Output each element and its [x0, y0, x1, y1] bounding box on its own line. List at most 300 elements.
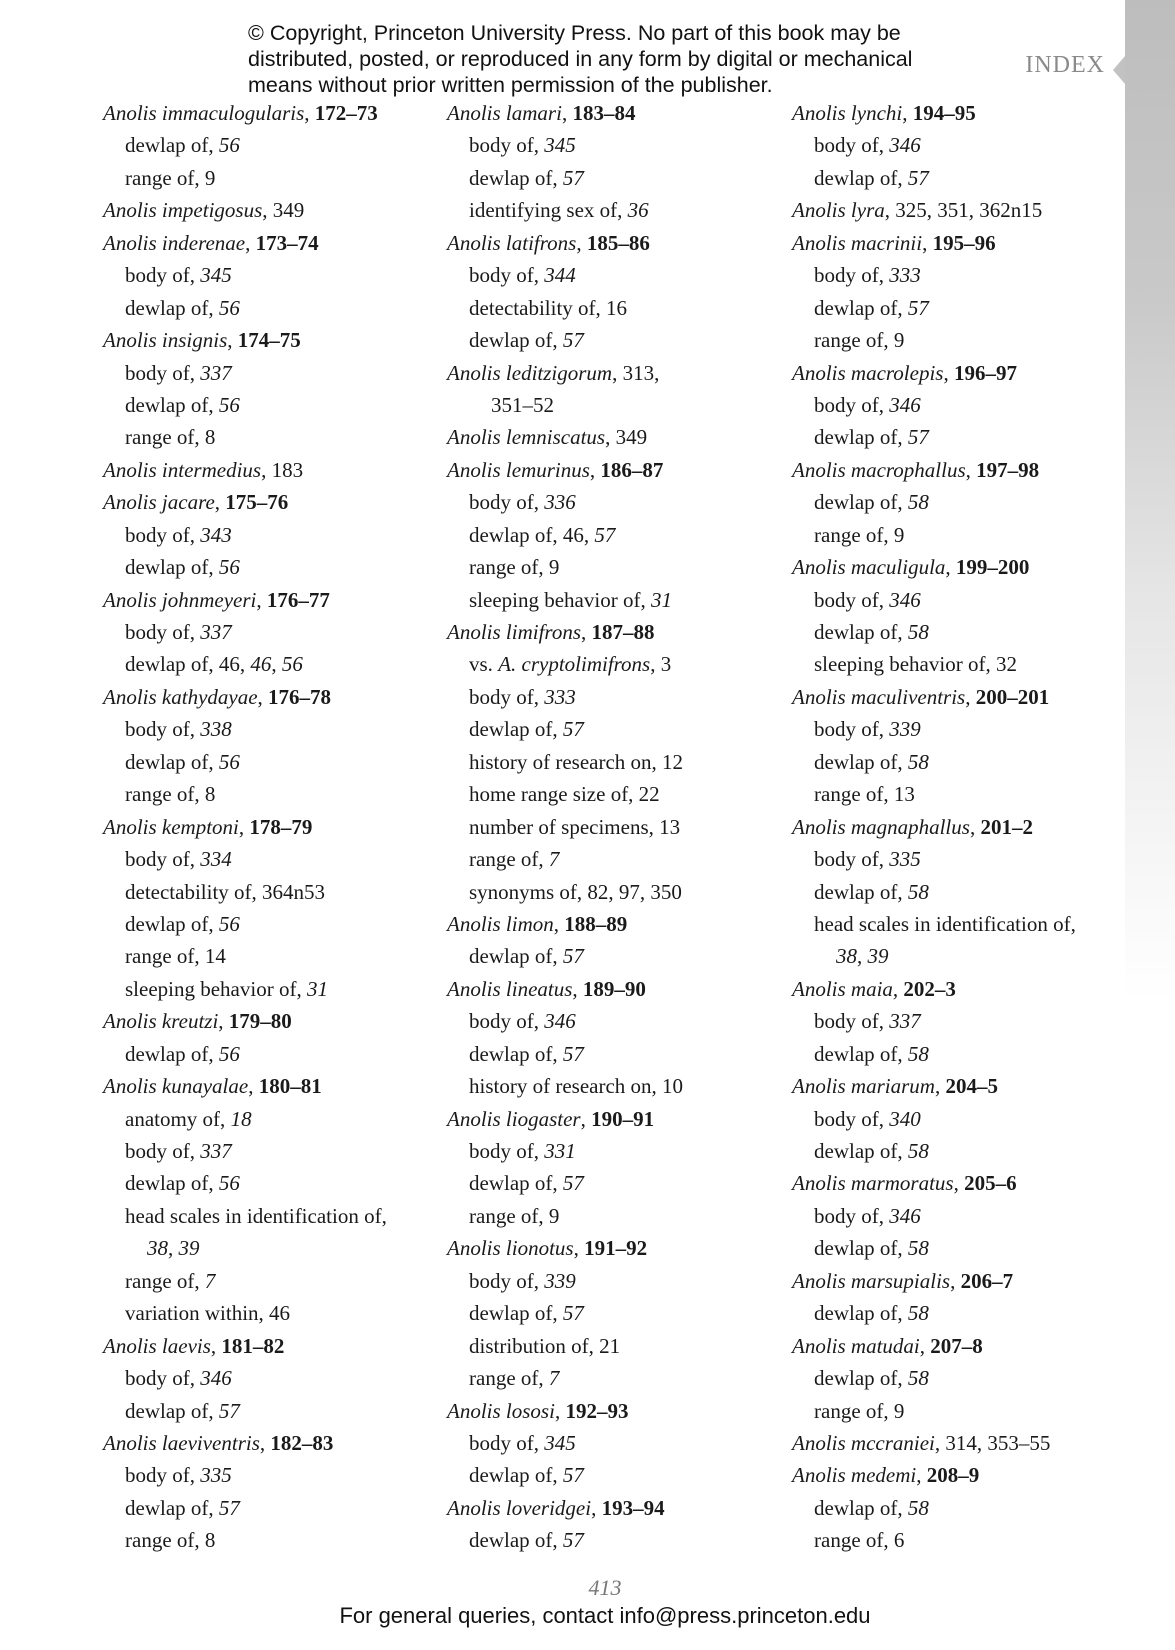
index-subentry: [447, 324, 787, 356]
text: dewlap of,: [125, 1041, 219, 1066]
index-subentry: [792, 584, 1132, 616]
italic-text: Anolis immaculogularis: [103, 101, 305, 125]
text: ,: [304, 101, 315, 125]
page-range: 199–200: [955, 555, 1030, 580]
index-entry: [792, 1330, 1132, 1362]
text: body of,: [814, 133, 890, 158]
italic-text: 346: [889, 392, 921, 417]
text: body of,: [469, 1009, 545, 1034]
italic-text: Anolis macrinii: [792, 230, 923, 255]
italic-text: Anolis marsupialis: [792, 1268, 951, 1293]
index-entry: [103, 194, 443, 226]
italic-text: 57: [218, 1495, 240, 1520]
italic-text: Anolis marmoratus: [792, 1171, 954, 1196]
italic-text: 57: [562, 944, 584, 969]
text: ,: [238, 814, 250, 839]
text: body of,: [125, 717, 201, 742]
italic-text: Anolis medemi: [792, 1463, 917, 1488]
italic-text: 57: [562, 1301, 584, 1326]
index-subentry: [103, 1395, 443, 1427]
text: ,: [857, 944, 868, 969]
index-subentry: [447, 713, 787, 745]
text: body of,: [125, 620, 201, 644]
text: dewlap of,: [125, 1495, 219, 1520]
text: dewlap of,: [125, 295, 219, 320]
index-entry: [103, 1330, 443, 1362]
text: body of,: [814, 1203, 890, 1228]
text: distribution of, 21: [469, 1333, 621, 1358]
italic-text: 345: [544, 1430, 576, 1455]
italic-text: 46: [250, 652, 272, 677]
index-entry: [792, 973, 1132, 1005]
index-subentry: [447, 1330, 787, 1362]
italic-text: 57: [562, 1463, 584, 1488]
italic-text: 338: [200, 717, 232, 742]
page-range: 172–73: [314, 101, 378, 125]
text: dewlap of,: [814, 1041, 908, 1066]
italic-text: 58: [907, 1366, 929, 1391]
text: ,: [573, 1236, 585, 1261]
index-entry: [792, 1427, 1132, 1459]
index-entry: [103, 681, 443, 713]
italic-text: 57: [562, 165, 584, 190]
italic-text: Anolis maculiventris: [792, 684, 966, 709]
index-entry: [792, 454, 1132, 486]
index-subentry: [103, 1103, 443, 1135]
page-range: 182–83: [270, 1430, 334, 1455]
text: sleeping behavior of,: [125, 976, 307, 1001]
index-entry: [792, 194, 1132, 226]
italic-text: Anolis loveridgei: [447, 1495, 592, 1520]
index-subentry: [447, 843, 787, 875]
index-subentry: [103, 616, 443, 648]
italic-text: Anolis limon: [447, 911, 554, 936]
italic-text: 7: [548, 847, 560, 872]
page-range: 191–92: [584, 1236, 648, 1261]
italic-text: 36: [627, 198, 649, 223]
italic-text: Anolis leditzigorum: [447, 360, 613, 385]
italic-text: Anolis laevis: [103, 1333, 211, 1358]
text: sleeping behavior of,: [469, 587, 651, 612]
italic-text: 18: [230, 1106, 252, 1131]
index-subentry: [447, 129, 787, 161]
page-range: 205–6: [964, 1171, 1017, 1196]
italic-text: Anolis johnmeyeri: [103, 587, 257, 612]
page-range: 187–88: [591, 620, 655, 644]
text: ,: [892, 976, 904, 1001]
italic-text: Anolis maculigula: [792, 555, 946, 580]
index-entry: [792, 1459, 1132, 1491]
text: body of,: [814, 263, 890, 288]
page-range: 185–86: [586, 230, 650, 255]
index-subentry: [792, 486, 1132, 518]
index-entry: [103, 486, 443, 518]
text: ,: [214, 490, 226, 515]
index-subentry: [103, 389, 443, 421]
index-subentry: [792, 1297, 1132, 1329]
text: dewlap of,: [125, 1171, 219, 1196]
page-range: 180–81: [258, 1074, 322, 1099]
italic-text: Anolis lyra: [792, 198, 885, 223]
text: dewlap of,: [814, 295, 908, 320]
text: body of,: [125, 522, 201, 547]
italic-text: 335: [889, 847, 921, 872]
italic-text: 58: [907, 749, 929, 774]
text: , 183: [261, 457, 304, 482]
index-subentry: [103, 940, 443, 972]
italic-text: Anolis matudai: [792, 1333, 920, 1358]
index-subentry: [447, 1200, 787, 1232]
italic-text: 58: [907, 1301, 929, 1326]
index-subentry: [447, 1167, 787, 1199]
index-subentry: [447, 778, 787, 810]
footer-contact: For general queries, contact info@press.princeton.edu: [339, 1603, 871, 1628]
text: dewlap of,: [125, 749, 219, 774]
italic-text: Anolis lynchi: [792, 101, 903, 125]
italic-text: 337: [889, 1009, 921, 1034]
text: , 314, 353–55: [934, 1430, 1051, 1455]
text: body of,: [469, 684, 545, 709]
italic-text: 39: [867, 944, 889, 969]
index-subentry: [792, 1200, 1132, 1232]
index-entry: [792, 1265, 1132, 1297]
index-subentry: [792, 129, 1132, 161]
index-subentry: [792, 843, 1132, 875]
text: ,: [271, 652, 282, 677]
italic-text: 346: [200, 1366, 232, 1391]
text: detectability of, 16: [469, 295, 628, 320]
text: range of, 13: [814, 782, 915, 807]
text: body of,: [469, 490, 545, 515]
index-thumb-tab: [1125, 0, 1175, 1650]
index-subentry: [792, 1524, 1132, 1556]
text: body of,: [469, 1268, 545, 1293]
text: 351–52: [491, 392, 554, 417]
italic-text: 31: [650, 587, 672, 612]
index-subentry: [103, 973, 443, 1005]
italic-text: Anolis kemptoni: [103, 814, 239, 839]
italic-text: 343: [200, 522, 232, 547]
italic-text: 58: [907, 1236, 929, 1261]
index-entry: [447, 227, 787, 259]
index-subentry: [792, 648, 1132, 680]
text: ,: [581, 620, 592, 644]
italic-text: 56: [218, 295, 240, 320]
italic-text: 346: [889, 1203, 921, 1228]
text: ,: [943, 360, 954, 385]
text: range of, 8: [125, 782, 216, 807]
text: body of,: [125, 1463, 201, 1488]
italic-text: Anolis lineatus: [447, 976, 573, 1001]
index-subentry: [792, 713, 1132, 745]
text: dewlap of,: [125, 1398, 219, 1423]
text: body of,: [125, 263, 201, 288]
page-range: 195–96: [932, 230, 996, 255]
italic-text: 334: [200, 847, 232, 872]
italic-text: 56: [218, 133, 240, 158]
text: dewlap of,: [814, 1236, 908, 1261]
text: ,: [248, 1074, 259, 1099]
index-entry: [103, 324, 443, 356]
text: range of, 9: [814, 328, 905, 353]
page-range: 207–8: [930, 1333, 983, 1358]
index-entry: [103, 811, 443, 843]
index-subentry: [103, 1135, 443, 1167]
text: range of,: [469, 1366, 549, 1391]
index-subentry: [447, 1459, 787, 1491]
page-range: 194–95: [912, 101, 976, 125]
text: range of, 6: [814, 1528, 905, 1553]
text: ,: [902, 101, 913, 125]
italic-text: 56: [218, 392, 240, 417]
index-subentry: [103, 1265, 443, 1297]
italic-text: 344: [544, 263, 576, 288]
italic-text: 336: [544, 490, 576, 515]
index-subentry: [792, 324, 1132, 356]
index-entry: [447, 421, 787, 453]
index-subentry: [447, 1362, 787, 1394]
page-range: 183–84: [572, 101, 636, 125]
index-entry: [103, 584, 443, 616]
text: dewlap of,: [814, 620, 908, 644]
text: detectability of, 364n53: [125, 879, 326, 904]
italic-text: 57: [562, 328, 584, 353]
text: dewlap of,: [469, 1301, 563, 1326]
index-entry: [792, 1070, 1132, 1102]
italic-text: 346: [889, 587, 921, 612]
text: ,: [965, 684, 976, 709]
text: range of, 9: [125, 165, 216, 190]
text: ,: [576, 230, 587, 255]
index-subentry: [103, 778, 443, 810]
text: ,: [934, 1074, 946, 1099]
italic-text: Anolis lemurinus: [447, 457, 590, 482]
page-range: 179–80: [228, 1009, 292, 1034]
index-subentry: [447, 1005, 787, 1037]
copyright-line: © Copyright, Princeton University Press. No part of this book may be: [248, 21, 901, 45]
text: range of, 9: [469, 1203, 560, 1228]
running-head: INDEX: [1025, 52, 1105, 78]
index-subentry: [447, 811, 787, 843]
text: range of, 8: [125, 1528, 216, 1553]
text: ,: [168, 1236, 179, 1261]
index-subentry: [103, 746, 443, 778]
page-range: 189–90: [582, 976, 646, 1001]
italic-text: 56: [218, 1171, 240, 1196]
copyright-line: distributed, posted, or reproduced in any form by digital or mechanical: [248, 47, 913, 71]
italic-text: 335: [200, 1463, 232, 1488]
text: dewlap of,: [469, 944, 563, 969]
italic-text: A. cryptolimifrons: [498, 652, 651, 677]
text: body of,: [814, 847, 890, 872]
index-subentry: [792, 1492, 1132, 1524]
text: dewlap of,: [125, 133, 219, 158]
text: identifying sex of,: [469, 198, 628, 223]
index-subentry: [447, 746, 787, 778]
index-subentry: [447, 1070, 787, 1102]
text: dewlap of,: [814, 1495, 908, 1520]
italic-text: Anolis magnaphallus: [792, 814, 970, 839]
italic-text: 58: [907, 1495, 929, 1520]
page-range: 175–76: [225, 490, 289, 515]
page-range: 192–93: [565, 1398, 629, 1423]
page-range: 200–201: [975, 684, 1050, 709]
italic-text: 333: [544, 684, 576, 709]
text: body of,: [125, 1139, 201, 1163]
page-range: 186–87: [600, 457, 664, 482]
italic-text: Anolis mariarum: [792, 1074, 935, 1099]
text: body of,: [469, 263, 545, 288]
italic-text: Anolis macrophallus: [792, 457, 966, 482]
italic-text: 57: [562, 717, 584, 742]
index-subentry: [792, 1005, 1132, 1037]
italic-text: 346: [544, 1009, 576, 1034]
index-entry: [792, 1167, 1132, 1199]
italic-text: 346: [889, 133, 921, 158]
index-entry: [103, 1005, 443, 1037]
text: history of research on, 10: [469, 1074, 684, 1099]
index-subentry: [447, 519, 787, 551]
index-subentry: [447, 486, 787, 518]
index-entry: [447, 357, 787, 389]
text: ,: [227, 328, 238, 353]
index-subentry: [103, 1038, 443, 1070]
italic-text: 331: [544, 1139, 576, 1163]
index-subentry: [447, 162, 787, 194]
text: ,: [953, 1171, 965, 1196]
text: range of, 9: [814, 1398, 905, 1423]
page-number: 413: [588, 1575, 622, 1600]
index-column-3: [792, 97, 1132, 1557]
index-continuation: [792, 940, 1132, 972]
index-subentry: [447, 1427, 787, 1459]
italic-text: Anolis lososi: [447, 1398, 555, 1423]
index-subentry: [447, 551, 787, 583]
index-entry: [447, 616, 787, 648]
index-subentry: [792, 876, 1132, 908]
text: ,: [218, 1009, 229, 1034]
index-subentry: [103, 551, 443, 583]
index-subentry: [447, 292, 787, 324]
text: range of, 14: [125, 944, 226, 969]
italic-text: Anolis macrolepis: [792, 360, 944, 385]
index-subentry: [792, 292, 1132, 324]
text: range of, 9: [469, 555, 560, 580]
italic-text: Anolis lamari: [447, 101, 562, 125]
italic-text: 38: [147, 1236, 168, 1261]
italic-text: 58: [907, 490, 929, 515]
index-entry: [447, 1395, 787, 1427]
italic-text: 337: [200, 620, 232, 644]
index-subentry: [792, 908, 1132, 940]
page-range: 201–2: [980, 814, 1033, 839]
text: dewlap of,: [469, 1463, 563, 1488]
index-subentry: [103, 1167, 443, 1199]
index-subentry: [792, 778, 1132, 810]
index-subentry: [792, 421, 1132, 453]
text: ,: [245, 230, 256, 255]
index-subentry: [103, 162, 443, 194]
index-subentry: [447, 648, 787, 680]
copyright-notice: [248, 20, 948, 98]
text: body of,: [125, 847, 201, 872]
index-subentry: [792, 1038, 1132, 1070]
text: range of,: [125, 1268, 205, 1293]
index-subentry: [103, 357, 443, 389]
text: , 349: [605, 425, 648, 450]
text: body of,: [814, 587, 890, 612]
text: dewlap of,: [469, 1041, 563, 1066]
index-subentry: [792, 389, 1132, 421]
text: body of,: [814, 1009, 890, 1034]
italic-text: 56: [218, 911, 240, 936]
index-subentry: [792, 1232, 1132, 1264]
italic-text: Anolis intermedius: [103, 457, 262, 482]
text: ,: [580, 1106, 592, 1131]
text: ,: [572, 976, 583, 1001]
text: ,: [965, 457, 977, 482]
index-subentry: [103, 908, 443, 940]
index-entry: [792, 551, 1132, 583]
text: vs.: [469, 652, 499, 677]
italic-text: 333: [889, 263, 921, 288]
index-subentry: [447, 259, 787, 291]
italic-text: 39: [178, 1236, 200, 1261]
text: body of,: [469, 1139, 545, 1163]
index-entry: [447, 1492, 787, 1524]
page-range: 208–9: [926, 1463, 980, 1488]
italic-text: 57: [594, 522, 616, 547]
index-subentry: [103, 1524, 443, 1556]
text: body of,: [469, 1430, 545, 1455]
index-column-2: [447, 97, 787, 1557]
index-subentry: [103, 648, 443, 680]
italic-text: Anolis insignis: [103, 328, 228, 353]
page-range: 196–97: [953, 360, 1017, 385]
italic-text: Anolis impetigosus: [103, 198, 263, 223]
text: body of,: [469, 133, 545, 158]
index-subentry: [447, 1265, 787, 1297]
index-entry: [792, 811, 1132, 843]
page-range: 173–74: [255, 230, 319, 255]
text: body of,: [814, 717, 890, 742]
text: body of,: [814, 392, 890, 417]
text: dewlap of, 46,: [469, 522, 595, 547]
index-entry: [103, 454, 443, 486]
text: ,: [256, 587, 267, 612]
text: dewlap of,: [125, 555, 219, 580]
text: , 313,: [612, 360, 660, 385]
italic-text: 57: [562, 1041, 584, 1066]
italic-text: Anolis limifrons: [447, 620, 581, 644]
text: dewlap of,: [814, 165, 908, 190]
italic-text: 337: [200, 1139, 232, 1163]
italic-text: 38: [836, 944, 857, 969]
italic-text: 56: [218, 555, 240, 580]
index-entry: [792, 357, 1132, 389]
italic-text: 345: [200, 263, 232, 288]
page-range: 178–79: [249, 814, 313, 839]
text: range of, 9: [814, 522, 905, 547]
text: dewlap of,: [469, 165, 563, 190]
text: ,: [210, 1333, 222, 1358]
index-subentry: [103, 421, 443, 453]
index-entry: [792, 681, 1132, 713]
page-range: 190–91: [591, 1106, 655, 1131]
index-entry: [103, 227, 443, 259]
index-subentry: [447, 940, 787, 972]
italic-text: 337: [200, 360, 232, 385]
